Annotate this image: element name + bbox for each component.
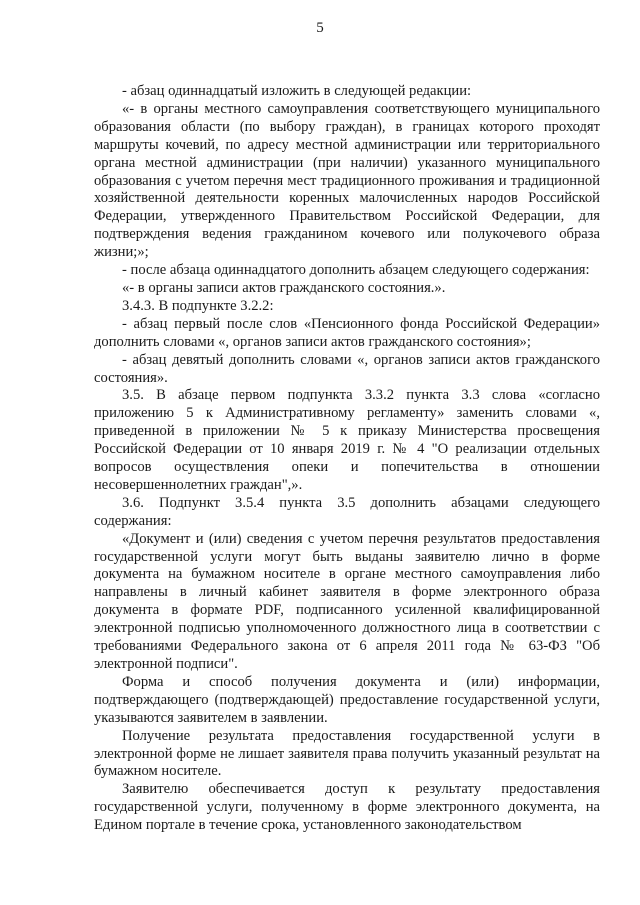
paragraph-9: 3.6. Подпункт 3.5.4 пункта 3.5 дополнить абзацами следующего содержания: [94, 494, 600, 529]
paragraph-7: - абзац девятый дополнить словами «, органов записи актов гражданского состояния». [94, 351, 600, 386]
paragraph-6: - абзац первый после слов «Пенсионного фонда Российской Федерации» дополнить словами «, органов записи актов гражданского состояния»; [94, 315, 600, 350]
paragraph-10: «Документ и (или) сведения с учетом перечня результатов предоставления государственной услуги могут быть выданы заявителю лично в форме документа на бумажном носителе в органе местного самоуправления либо направлены в личный кабинет заявителя в форме электронного образа документа в формате PDF, подписанного усиленной квалифицированной электронной подписью уполномоченного должностного лица в соответствии с требованиями Федерального закона от 6 апреля 2011 года № 63-ФЗ "Об электронной подписи". [94, 530, 600, 672]
paragraph-12: Получение результата предоставления государственной услуги в электронной форме не лишает заявителя права получить указанный результат на бумажном носителе. [94, 727, 600, 780]
page-number: 5 [316, 20, 324, 36]
paragraph-13: Заявителю обеспечивается доступ к результату предоставления государственной услуги, полученному в форме электронного документа, на Едином портале в течение срока, установленного законодательством [94, 781, 600, 834]
paragraph-2: «- в органы местного самоуправления соответствующего муниципального образования области (по выбору граждан), в границах которого проходят маршруты кочевий, по адресу местной администрации или территориального органа местной администрации (при наличии) указанного муниципального образования с учетом перечня мест традиционного проживания и традиционной хозяйственной деятельности коренных малочисленных народов Российской Федерации, утвержденного Правительством Российской Федерации, для подтверждения ведения гражданином кочевого или полукочевого образа жизни;»; [94, 100, 600, 261]
paragraph-8: 3.5. В абзаце первом подпункта 3.3.2 пункта 3.3 слова «согласно приложению 5 к Административному регламенту» заменить словами «, приведенной в приложении № 5 к приказу Министерства просвещения Российской Федерации от 10 января 2019 г. № 4 "О реализации отдельных вопросов осуществления опеки и попечительства в отношении несовершеннолетних граждан",». [94, 387, 600, 493]
paragraph-4: «- в органы записи актов гражданского состояния.». [122, 279, 446, 296]
paragraph-5: 3.4.3. В подпункте 3.2.2: [122, 297, 274, 314]
paragraph-11: Форма и способ получения документа и (или) информации, подтверждающего (подтверждающей) предоставление государственной услуги, указываются заявителем в заявлении. [94, 673, 600, 726]
document-body [94, 83, 600, 835]
paragraph-1: - абзац одиннадцатый изложить в следующей редакции: [122, 83, 472, 99]
paragraph-3: - после абзаца одиннадцатого дополнить абзацем следующего содержания: [122, 262, 590, 279]
